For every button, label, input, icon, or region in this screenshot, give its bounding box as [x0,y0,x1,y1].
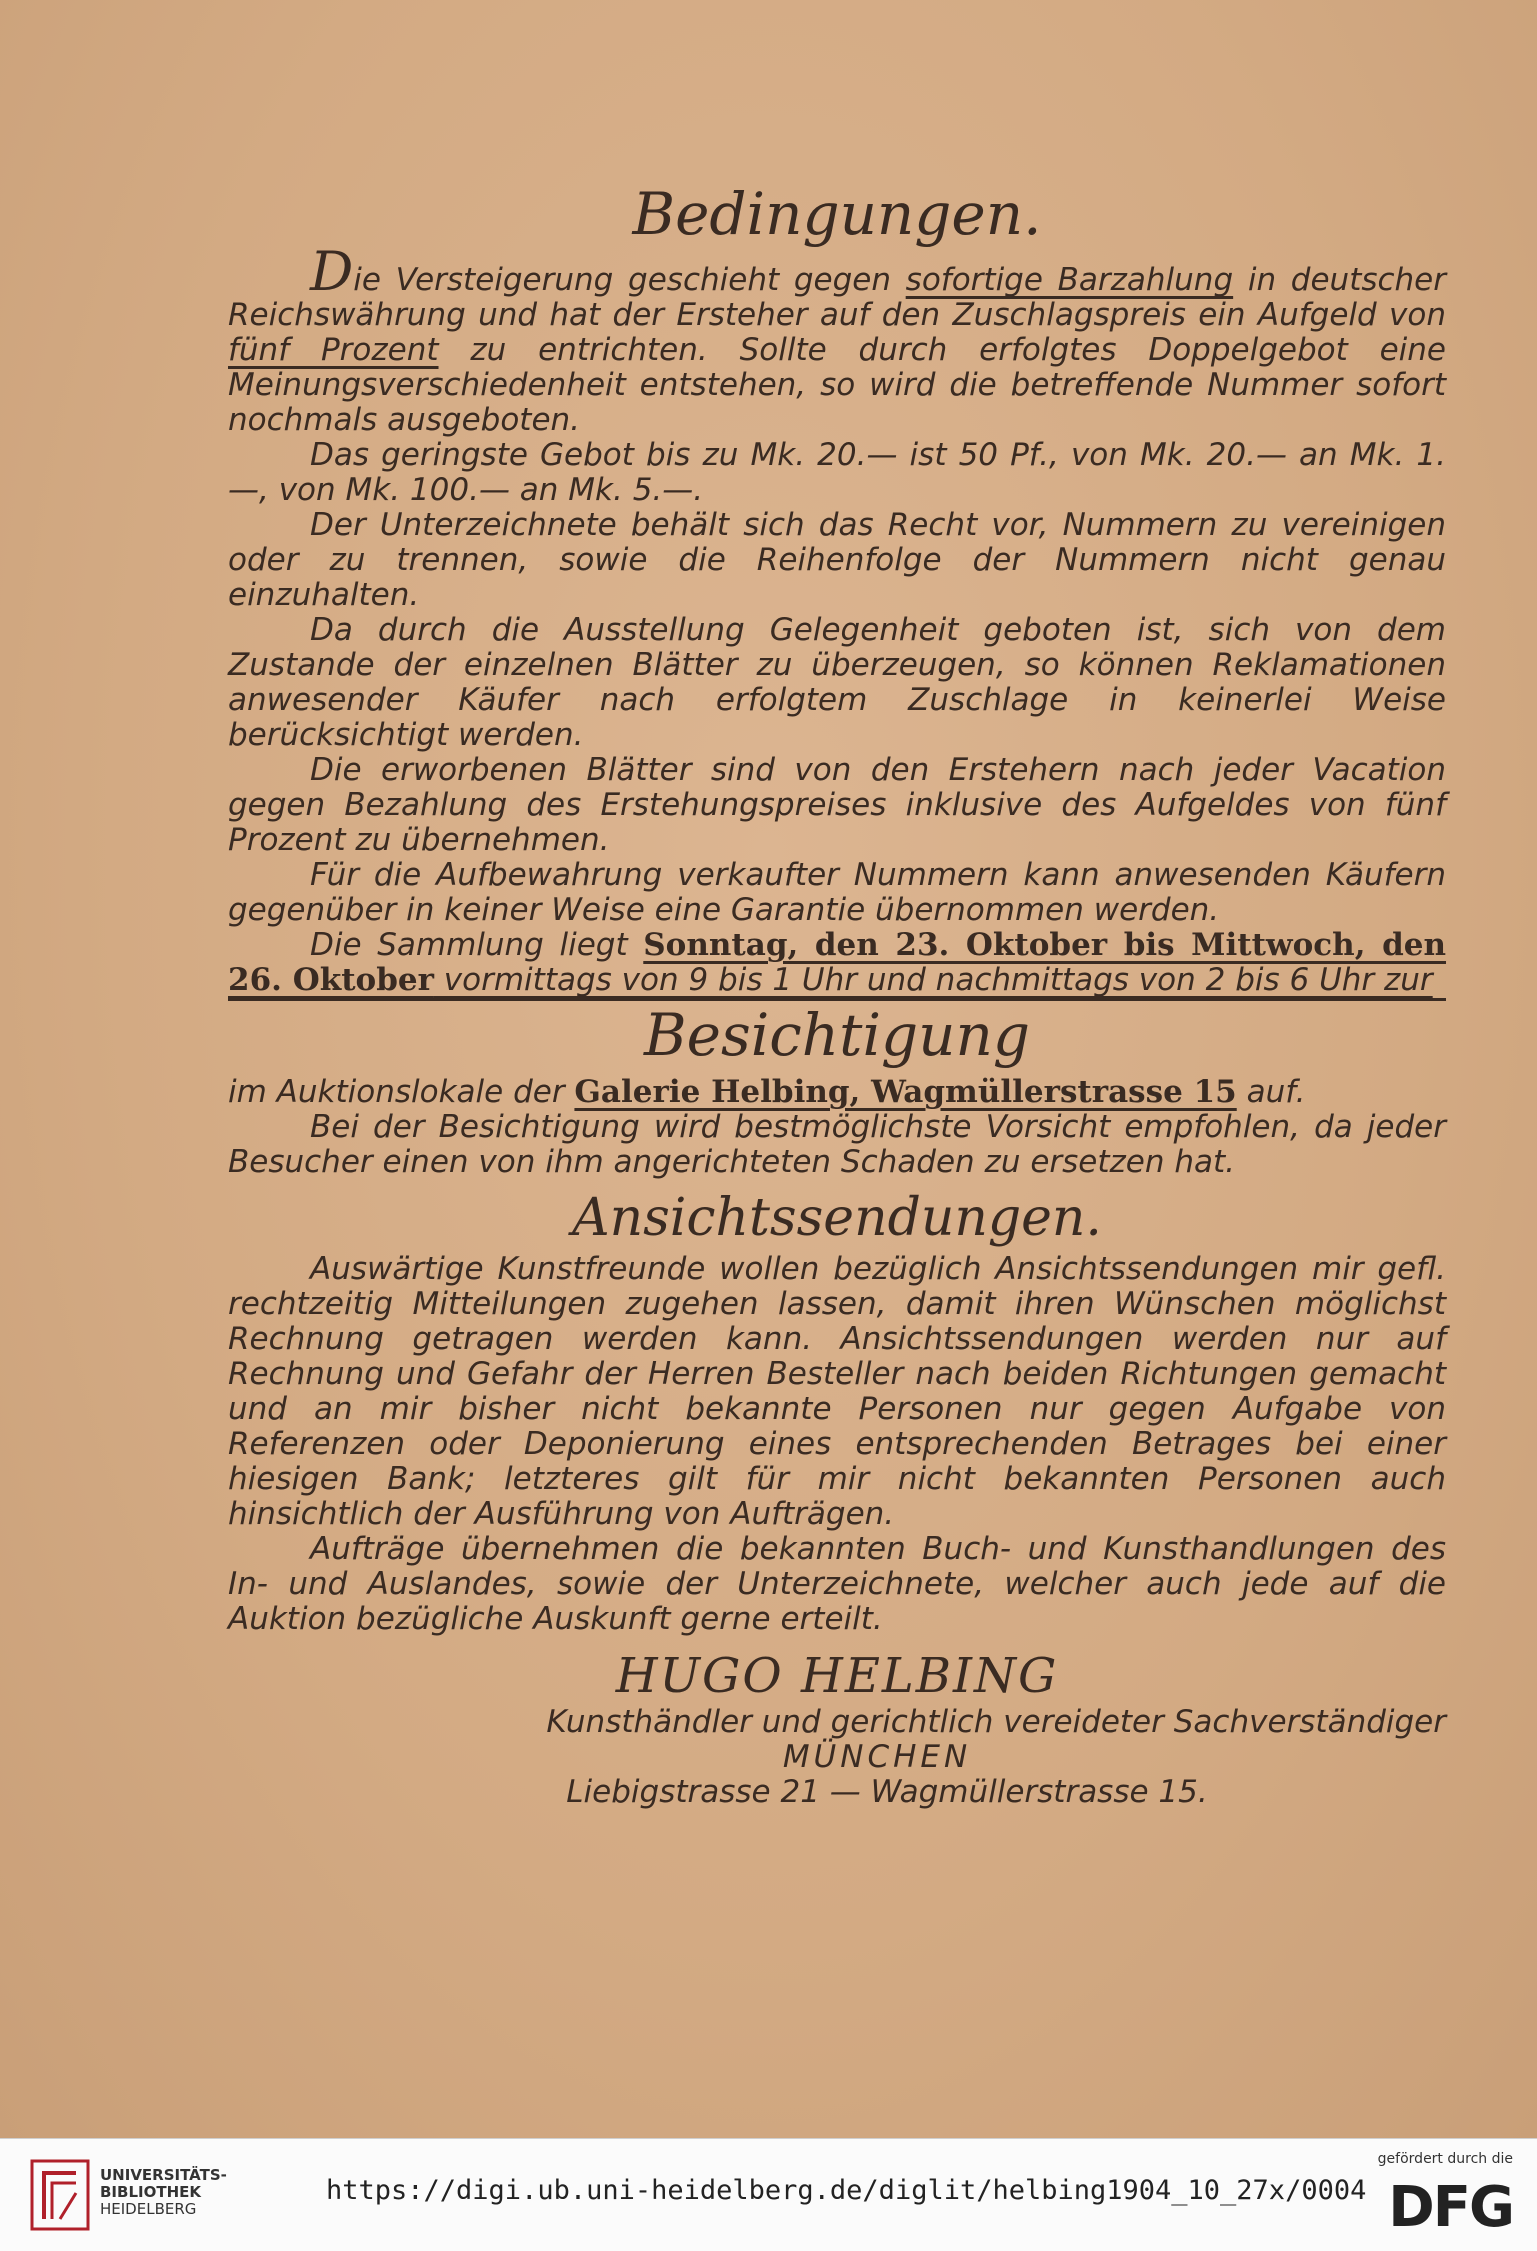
library-line-1: UNIVERSITÄTS- [100,2166,227,2184]
text: in deutscher Reichswährung und hat der Ersteher auf den Zuschlagspreis ein Aufgeld von [228,262,1447,333]
signature-title: Kunsthändler und gerichtlich vereideter Sachverständiger [546,1704,1446,1740]
text: auf. [1236,1074,1306,1110]
paragraph-viewing-dates [228,928,1446,1001]
paragraph-storage: Für die Aufbewahrung verkaufter Nummern kann anwesenden Käufern gegenüber in keiner Weise eine Garantie übernommen werden. [228,857,1446,928]
page-content [228,180,1446,1810]
library-line-3: HEIDELBERG [100,2200,197,2218]
funded-by-label: gefördert durch die [1377,2151,1513,2167]
text: ie Versteigerung geschieht gegen [353,262,906,298]
page-url-link[interactable]: https://digi.ub.uni-heidelberg.de/diglit/helbing1904_10_27x/0004 [326,2175,1367,2206]
viewer-footer [0,2138,1537,2251]
paragraph-caution: Bei der Besichtigung wird bestmöglichste Vorsicht empfohlen, da jeder Besucher einen von ihm angerichteten Schaden zu ersetzen hat. [228,1109,1446,1180]
underlined-barzahlung: sofortige Barzahlung [905,262,1234,298]
dfg-logo: DFG [1388,2175,1513,2240]
gallery-gothic: Galerie Helbing, Wagmüllerstrasse 15 [574,1074,1237,1110]
paragraph-orders: Aufträge übernehmen die bekannten Buch- und Kunsthandlungen des In- und Auslandes, sowie der Unterzeichnete, welcher auch jede auf die Auktion bezügliche Auskunft gerne erteilt. [228,1531,1446,1637]
underlined-prozent: fünf Prozent [228,332,439,368]
signature-city: MÜNCHEN [782,1739,972,1775]
paragraph-acquired: Die erworbenen Blätter sind von den Erstehern nach jeder Vacation gegen Bezahlung des Erstehungspreises inklusive des Aufgeldes von fünf Prozent zu übernehmen. [228,752,1446,858]
library-name [100,2167,227,2218]
heading-ansichtssendungen: Ansichtssendungen. [572,1188,1102,1248]
times-underlined: vormittags von 9 bis 1 Uhr und nachmittags von 2 bis 6 Uhr zur [433,962,1433,998]
initial-letter: D [310,240,354,303]
text: Die Sammlung liegt [310,927,644,963]
paragraph-exhibition: Da durch die Ausstellung Gelegenheit geboten ist, sich von dem Zustande der einzelnen Blätter zu überzeugen, so können Reklamationen anwesender Käufer nach erfolgtem Zuschlage in keinerlei Weise berücksichtigt werden. [228,612,1446,753]
university-seal-icon [30,2159,90,2231]
text: im Auktionslokale der [228,1074,575,1110]
paragraph-bids: Das geringste Gebot bis zu Mk. 20.— ist 50 Pf., von Mk. 20.— an Mk. 1.—, von Mk. 100.— an Mk. 5.—. [228,437,1446,508]
paragraph-shipments: Auswärtige Kunstfreunde wollen bezüglich Ansichtssendungen mir gefl. rechtzeitig Mitteilungen zugehen lassen, damit ihren Wünschen möglichst Rechnung getragen werden kann. Ansichtssendungen werden nur auf Rechnung und Gefahr der Herren Besteller nach beiden Richtungen gemacht und an mir bisher nicht bekannte Personen nur gegen Aufgabe von Referenzen oder Deponierung eines entsprechenden Betrages bei einer hiesigen Bank; letzteres gilt für mir nicht bekannten Personen auch hinsichtlich der Ausführung von Aufträgen. [228,1251,1446,1532]
library-line-2: BIBLIOTHEK [100,2183,201,2201]
heading-besichtigung: Besichtigung [644,1001,1030,1069]
signature-name: HUGO HELBING [615,1648,1059,1704]
text: zu entrichten. Sollte durch erfolgtes Doppelgebot eine Meinungsverschiedenheit entstehen, so wird die betreffende Nummer sofort nochmals ausgeboten. [228,332,1446,438]
heading-bedingungen: Bedingungen. [632,180,1042,248]
dates-gothic: Sonntag, den 23. Oktober bis Mittwoch, den 26. Oktober [228,927,1447,998]
signature-address: Liebigstrasse 21 — Wagmüllerstrasse 15. [566,1774,1208,1810]
paragraph-location [228,1075,1446,1110]
paragraph-payment [228,240,1447,438]
paragraph-rights: Der Unterzeichnete behält sich das Recht vor, Nummern zu vereinigen oder zu trennen, sowie die Reihenfolge der Nummern nicht genau einzuhalten. [228,507,1446,613]
